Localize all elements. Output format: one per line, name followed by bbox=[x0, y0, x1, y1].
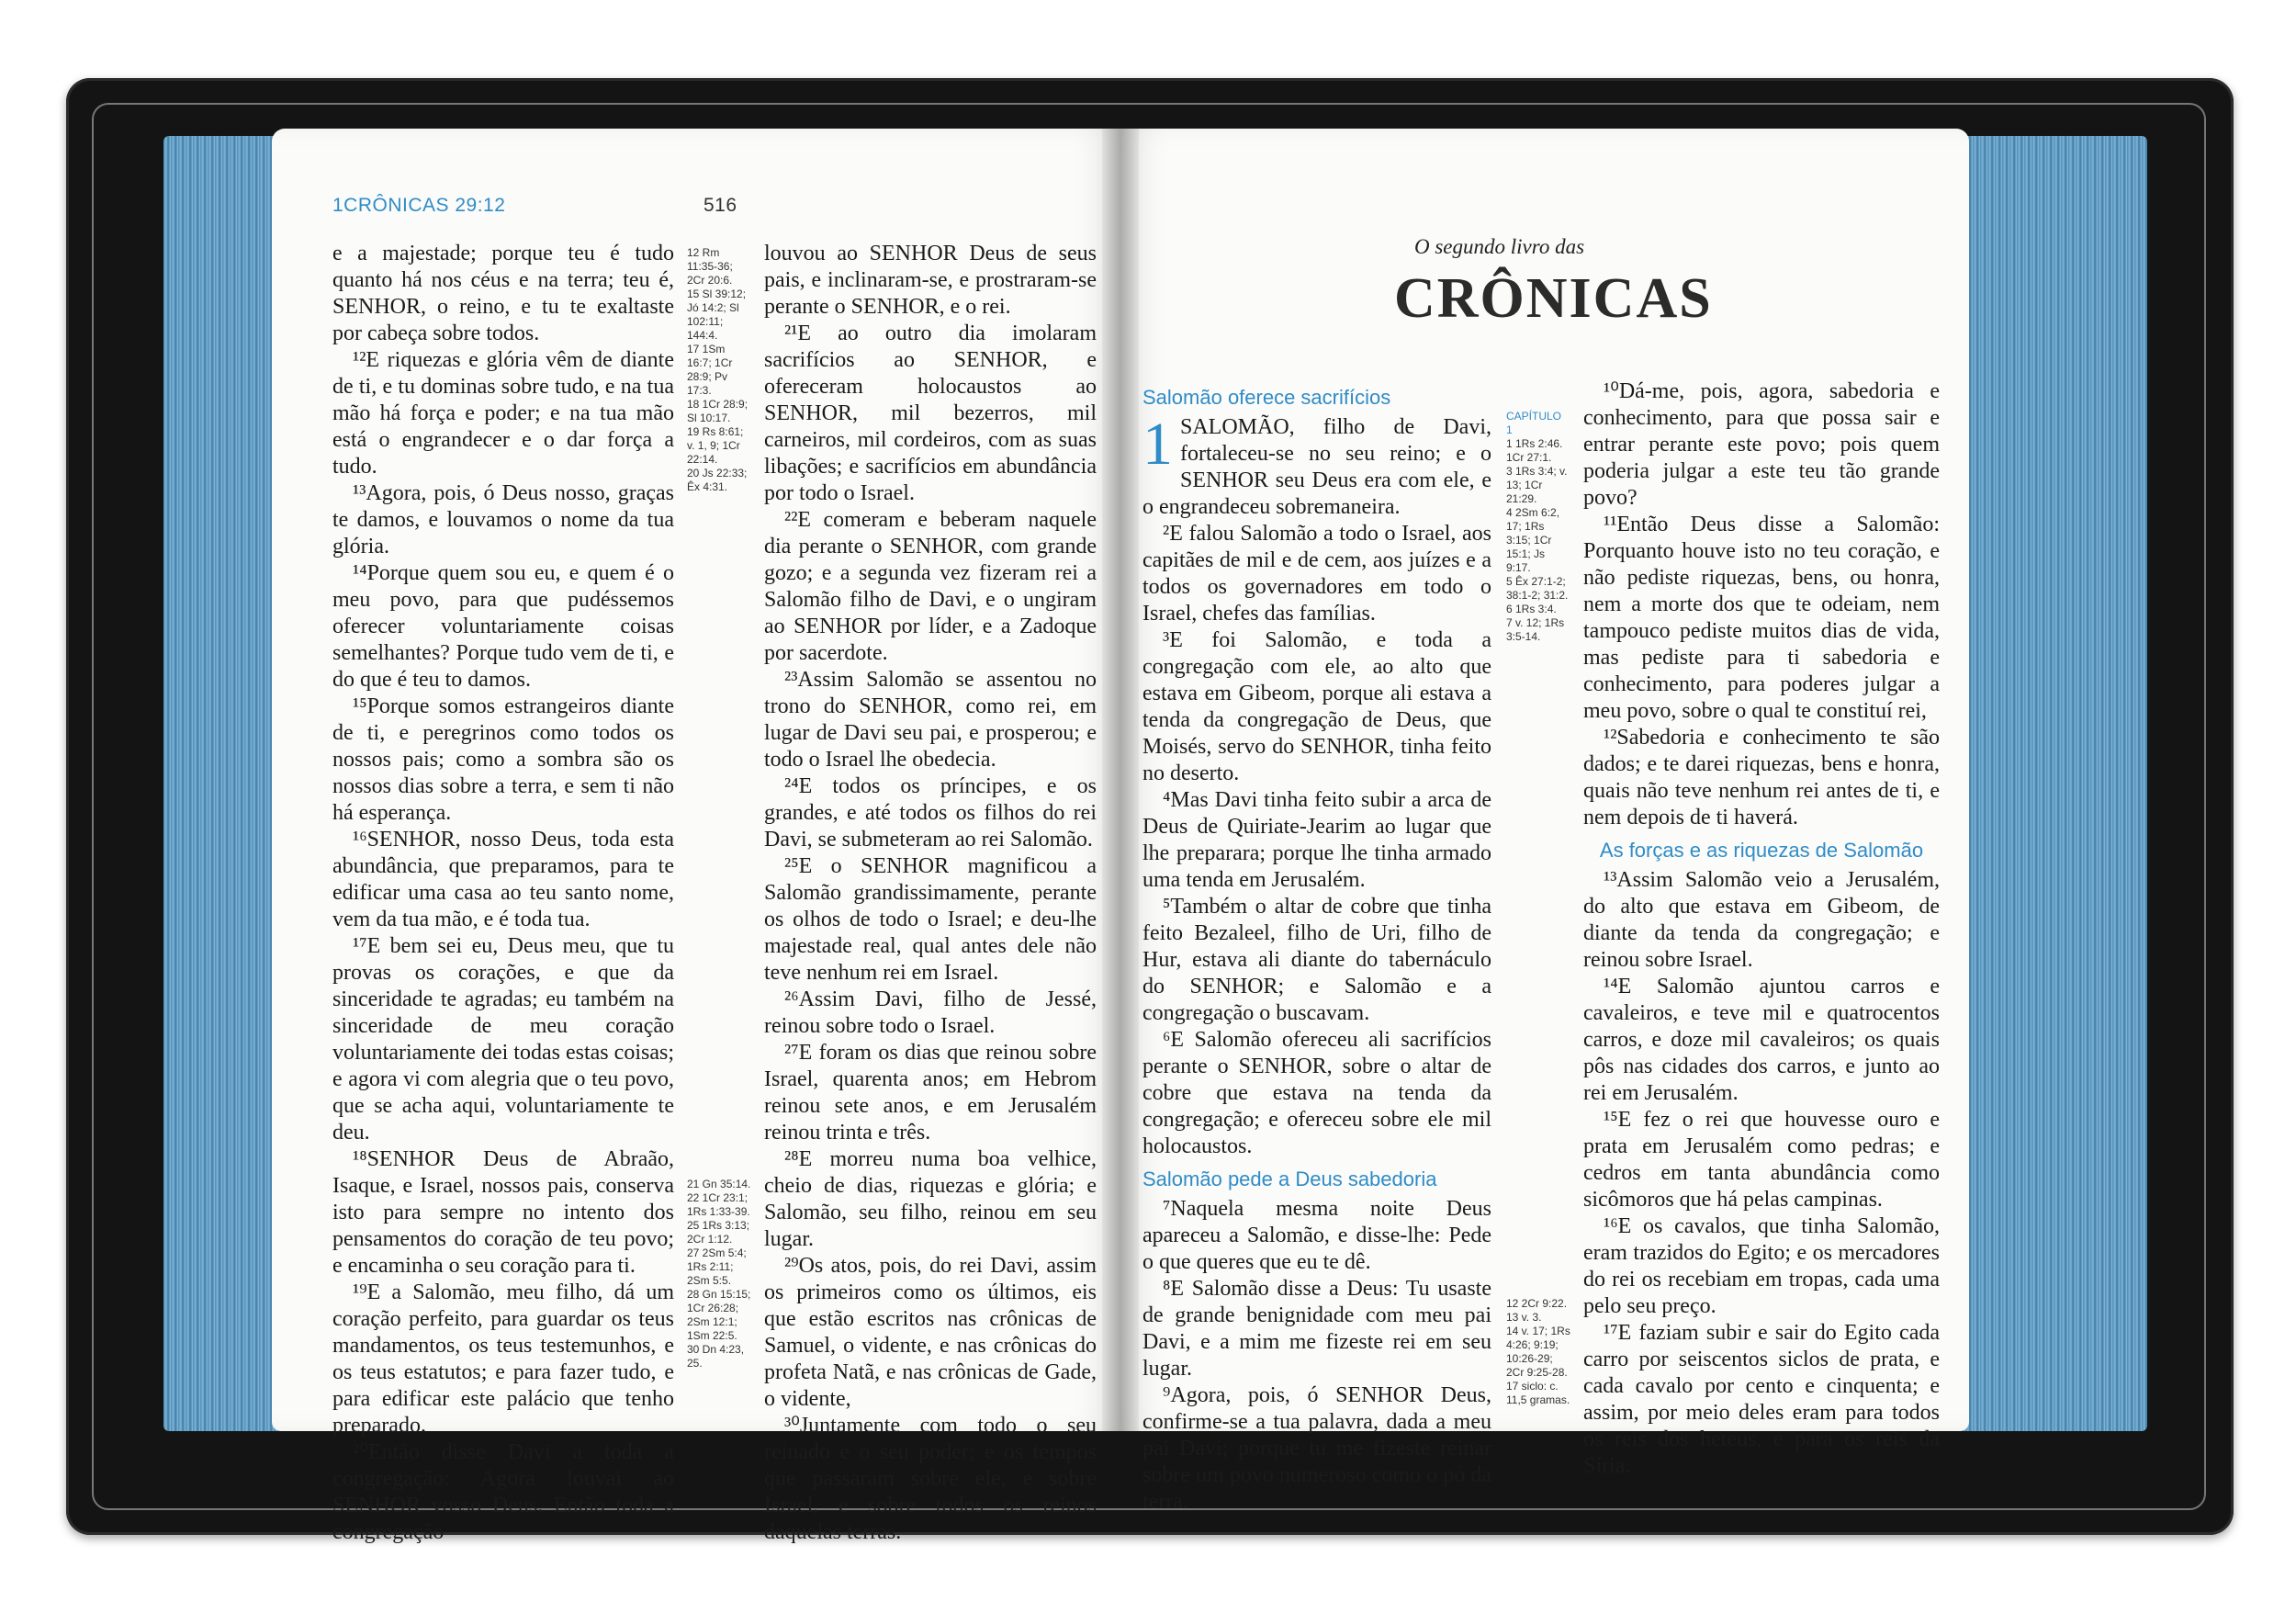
verse-text: ²⁵E o SENHOR magnificou a Salomão grandissimamente, perante os olhos de todo o Israel; e deu-lhe majestade real, qual antes dele não teve nenhum rei em Israel. bbox=[764, 854, 1097, 985]
cross-reference: 22 1Cr 23:1; 1Rs 1:33-39. bbox=[687, 1191, 750, 1218]
cross-reference: 4 2Sm 6:2, 17; 1Rs 3:15; 1Cr 15:1; Js 9:17. bbox=[1506, 506, 1560, 574]
cross-reference: 17 siclo: c. 11,5 gramas. bbox=[1506, 1380, 1570, 1406]
cross-reference: 14 v. 17; 1Rs 4:26; 9:19; 10:26-29; 2Cr 9:25-28. bbox=[1506, 1325, 1570, 1379]
book-title: CRÔNICAS bbox=[1394, 267, 1713, 330]
verse-text: ¹⁰Dá-me, pois, agora, sabedoria e conhecimento, para que possa sair e entrar perante este povo; pois quem poderia julgar a este teu tão grande povo? bbox=[1583, 379, 1940, 510]
cross-reference: 6 1Rs 3:4. bbox=[1506, 603, 1557, 615]
chapter-label: CAPÍTULO 1 bbox=[1506, 410, 1562, 436]
verse-text: ¹⁴Porque quem sou eu, e quem é o meu povo, para que pudéssemos oferecer voluntariamente coisas semelhantes? Porque tudo vem de ti, e do que é teu to damos. bbox=[332, 561, 674, 692]
book-gutter bbox=[1102, 129, 1139, 1431]
cross-reference: 3 1Rs 3:4; v. 13; 1Cr 21:29. bbox=[1506, 465, 1568, 505]
verse-text: ⁴Mas Davi tinha feito subir a arca de Deus de Quiriate-Jearim ao lugar que lhe preparara; porque lhe tinha armado uma tenda em Jerusalém. bbox=[1142, 788, 1491, 892]
section-heading: Salomão oferece sacrifícios bbox=[1142, 386, 1391, 409]
cross-reference: 19 Rs 8:61; v. 1, 9; 1Cr 22:14. bbox=[687, 425, 744, 466]
verse-text: ¹⁵Porque somos estrangeiros diante de ti, e peregrinos como todos os nossos pais; como a sombra são os nossos dias sobre a terra, e sem ti não há esperança. bbox=[332, 694, 674, 825]
cross-references-bottom bbox=[687, 1178, 751, 1370]
right-column-2 bbox=[1583, 378, 1940, 1480]
right-page bbox=[1120, 129, 1969, 1514]
verse-text: ⁸E Salomão disse a Deus: Tu usaste de grande benignidade com meu pai Davi, e a mim me fizeste rei em seu lugar. bbox=[1142, 1277, 1491, 1381]
book-subtitle: O segundo livro das bbox=[1414, 235, 1585, 258]
verse-text: ²⁰Então disse Davi a toda a congregação: Agora louvai ao SENHOR vosso Deus. Então toda a congregação bbox=[332, 1440, 674, 1544]
cross-references-top bbox=[1506, 410, 1570, 644]
verse-text: ²E falou Salomão a todo o Israel, aos capitães de mil e de cem, aos juízes e a todos os governadores em todo o Israel, chefes das famílias. bbox=[1142, 522, 1491, 626]
verse-text: louvou ao SENHOR Deus de seus pais, e inclinaram-se, e prostraram-se perante o SENHOR, e o rei. bbox=[764, 242, 1097, 319]
verse-text: ⁶E Salomão ofereceu ali sacrifícios perante o SENHOR, sobre o altar de cobre que estava na tenda da congregação; e ofereceu sobre ele mil holocaustos. bbox=[1142, 1028, 1491, 1158]
cross-reference: 13 v. 3. bbox=[1506, 1311, 1542, 1324]
chapter-number: 1 bbox=[1142, 411, 1173, 478]
verse-text: ¹⁷E faziam subir e sair do Egito cada carro por seiscentos siclos de prata, e cada cavalo por cento e cinquenta; e assim, por meio deles eram para todos os reis dos heteus, e para os reis da Síria. bbox=[1583, 1321, 1940, 1478]
verse-text: ²⁴E todos os príncipes, e os grandes, e até todos os filhos do rei Davi, se submeteram ao rei Salomão. bbox=[764, 774, 1097, 852]
verse-text: ²⁷E foram os dias que reinou sobre Israel, quarenta anos; em Hebrom reinou sete anos, e em Jerusalém reinou trinta e três. bbox=[764, 1041, 1097, 1145]
verse-text: ¹⁶E os cavalos, que tinha Salomão, eram trazidos do Egito; e os mercadores do rei os recebiam em tropas, cada uma pelo seu preço. bbox=[1583, 1214, 1940, 1318]
verse-text: ²⁶Assim Davi, filho de Jessé, reinou sobre todo o Israel. bbox=[764, 987, 1097, 1038]
verse-text: ¹²Sabedoria e conhecimento te são dados; e te darei riquezas, bens e honra, quais não teve nenhum rei antes de ti, e nem depois de ti haverá. bbox=[1583, 726, 1940, 829]
cross-reference: 25 1Rs 3:13; 2Cr 1:12. bbox=[687, 1219, 750, 1246]
running-head: 1CRÔNICAS 29:12 bbox=[332, 195, 506, 216]
cross-reference: 20 Js 22:33; Êx 4:31. bbox=[687, 467, 748, 493]
verse-text: ¹²E riquezas e glória vêm de diante de ti, e tu dominas sobre tudo, e na tua mão há força e poder; e na tua mão está o engrandecer e o dar força a tudo. bbox=[332, 348, 674, 479]
verse-text: ¹³Agora, pois, ó Deus nosso, graças te damos, e louvamos o nome da tua glória. bbox=[332, 481, 674, 558]
verse-text: ²¹E ao outro dia imolaram sacrifícios ao SENHOR, e ofereceram holocaustos ao SENHOR, mil bezerros, mil carneiros, mil cordeiros, com as suas libações; e sacrifícios em abundância por todo o Israel. bbox=[764, 321, 1097, 505]
left-page-edges bbox=[163, 136, 283, 1431]
cross-reference: 1Cr 27:1. bbox=[1506, 451, 1552, 464]
cross-reference: 5 Êx 27:1-2; 38:1-2; 31:2. bbox=[1506, 575, 1569, 602]
section-heading: As forças e as riquezas de Salomão bbox=[1599, 839, 1924, 862]
verse-text: ⁵Também o altar de cobre que tinha feito Bezaleel, filho de Uri, filho de Hur, estava ali diante do tabernáculo do SENHOR; e Salomão e a congregação o buscavam. bbox=[1142, 895, 1491, 1025]
cross-reference: 7 v. 12; 1Rs 3:5-14. bbox=[1506, 616, 1565, 643]
cross-reference: 12 Rm 11:35-36; 2Cr 20:6. bbox=[687, 246, 733, 287]
cross-references-top bbox=[687, 246, 751, 494]
cross-reference: 18 1Cr 28:9; Sl 10:17. bbox=[687, 398, 748, 424]
left-page bbox=[272, 129, 1120, 1544]
verse-text: ³⁰Juntamente com todo o seu reinado e o seu poder; e os tempos que passaram sobre ele, e sobre Israel, e sobre todos os reinos daquelas terras. bbox=[764, 1414, 1097, 1544]
cross-reference: 15 Sl 39:12; Jó 14:2; Sl 102:11; 144:4. bbox=[687, 288, 747, 342]
page-number: 516 bbox=[703, 195, 737, 216]
verse-text: ¹⁹E a Salomão, meu filho, dá um coração perfeito, para guardar os teus mandamentos, os teus testemunhos, e os teus estatutos; e para fazer tudo, e para edificar este palácio que tenho preparado. bbox=[332, 1280, 674, 1438]
cross-reference: 1 1Rs 2:46. bbox=[1506, 437, 1563, 450]
cross-reference: 12 2Cr 9:22. bbox=[1506, 1297, 1568, 1310]
cross-reference: 17 1Sm 16:7; 1Cr 28:9; Pv 17:3. bbox=[687, 343, 733, 397]
verse-text: ¹¹Então Deus disse a Salomão: Porquanto houve isto no teu coração, e não pediste riquezas, bens, ou honra, nem a morte dos que te odeiam, nem tampouco pediste muitos dias de vida, mas pediste para ti sabedoria e conhecimento, para poderes julgar a meu povo, sobre o qual te constituí rei, bbox=[1583, 513, 1940, 723]
cross-reference: 21 Gn 35:14. bbox=[687, 1178, 751, 1190]
cross-reference: 28 Gn 15:15; 1Cr 26:28; 2Sm 12:1; 1Sm 22:5. bbox=[687, 1288, 751, 1342]
verse-text: ²³Assim Salomão se assentou no trono do SENHOR, como rei, em lugar de Davi seu pai, e prosperou; e todo o Israel lhe obedecia. bbox=[764, 668, 1097, 772]
verse-text: ³E foi Salomão, e toda a congregação com ele, ao alto que estava em Gibeom, porque ali estava a tenda da congregação de Deus, que Moisés, servo do SENHOR, tinha feito no deserto. bbox=[1142, 628, 1491, 785]
section-heading: Salomão pede a Deus sabedoria bbox=[1142, 1167, 1437, 1190]
cross-reference: 27 2Sm 5:4; 1Rs 2:11; 2Sm 5:5. bbox=[687, 1246, 747, 1287]
cross-reference: 30 Dn 4:23, 25. bbox=[687, 1343, 745, 1370]
verse-text: ¹³Assim Salomão veio a Jerusalém, do alto que estava em Gibeom, de diante da tenda da congregação; e reinou sobre Israel. bbox=[1583, 868, 1940, 972]
right-page-edges bbox=[1958, 136, 2147, 1431]
left-column-1 bbox=[332, 241, 674, 1546]
verse-text: ¹⁷E bem sei eu, Deus meu, que tu provas os corações, e que da sinceridade te agradas; eu também na sinceridade de meu coração voluntariamente dei todas estas coisas; e agora vi com alegria que o teu povo, que se acha aqui, voluntariamente te deu. bbox=[332, 934, 674, 1145]
verse-text: ⁹Agora, pois, ó SENHOR Deus, confirme-se a tua palavra, dada a meu pai Davi; porque tu me fizeste reinar sobre um povo numeroso como o pó da terra. bbox=[1142, 1383, 1491, 1514]
verse-text: e a majestade; porque teu é tudo quanto há nos céus e na terra; teu é, SENHOR, o reino, e tu te exaltaste por cabeça sobre todos. bbox=[332, 242, 674, 345]
verse-text: ¹⁴E Salomão ajuntou carros e cavaleiros, e teve mil e quatrocentos carros, e doze mil cavaleiros; os quais pôs nas cidades dos carros, e junto ao rei em Jerusalém. bbox=[1583, 975, 1940, 1105]
verse-text: SALOMÃO, filho de Davi, fortaleceu-se no seu reino; e o SENHOR seu Deus era com ele, e o engrandeceu sobremaneira. bbox=[1142, 415, 1491, 519]
right-column-1 bbox=[1142, 378, 1491, 1516]
verse-text: ²⁹Os atos, pois, do rei Davi, assim os primeiros como os últimos, eis que estão escritos nas crônicas de Samuel, o vidente, e nas crônicas do profeta Natã, e nas crônicas de Gade, o vidente, bbox=[764, 1254, 1097, 1411]
left-column-2 bbox=[764, 241, 1097, 1546]
verse-text: ¹⁶SENHOR, nosso Deus, toda esta abundância, que preparamos, para te edificar uma casa ao teu santo nome, vem da tua mão, e é toda tua. bbox=[332, 828, 674, 931]
verse-text: ¹⁵E fez o rei que houvesse ouro e prata em Jerusalém como pedras; e cedros em tanta abundância como sicômoros que há pelas campinas. bbox=[1583, 1108, 1940, 1212]
verse-text: ²⁸E morreu numa boa velhice, cheio de dias, riquezas e glória; e Salomão, seu filho, reinou em seu lugar. bbox=[764, 1147, 1097, 1251]
verse-text: ¹⁸SENHOR Deus de Abraão, Isaque, e Israel, nossos pais, conserva isto para sempre no intento dos pensamentos do coração de teu povo; e encaminha o seu coração para ti. bbox=[332, 1147, 674, 1278]
verse-text: ⁷Naquela mesma noite Deus apareceu a Salomão, e disse-lhe: Pede o que queres que eu te dê. bbox=[1142, 1197, 1491, 1274]
cross-references-bottom bbox=[1506, 1297, 1570, 1407]
verse-text: ²²E comeram e beberam naquele dia perante o SENHOR, com grande gozo; e a segunda vez fizeram rei a Salomão filho de Davi, e o ungiram ao SENHOR por líder, e a Zadoque por sacerdote. bbox=[764, 508, 1097, 665]
